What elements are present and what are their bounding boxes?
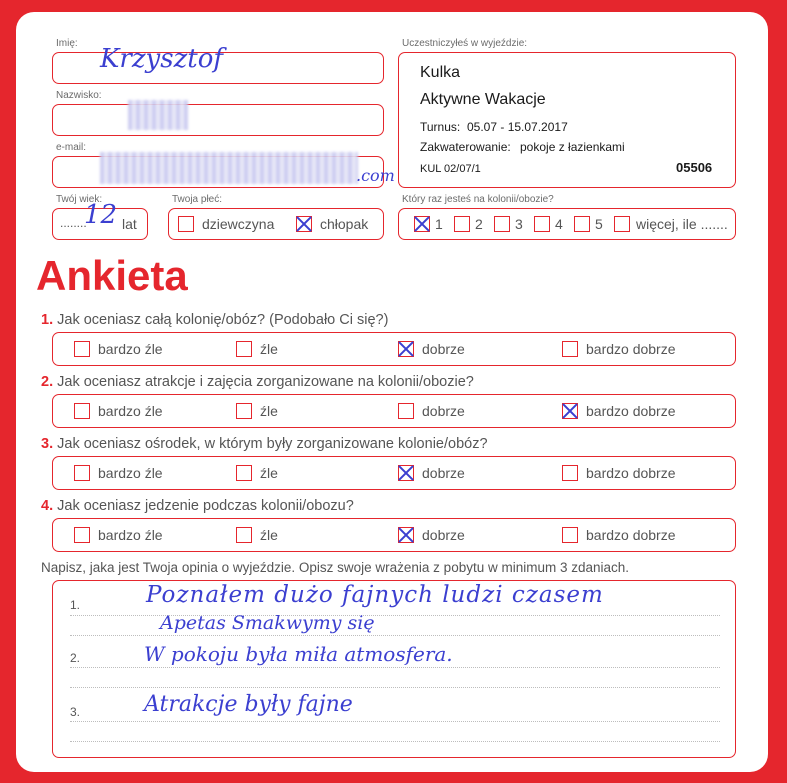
surname-field[interactable] [52, 104, 384, 136]
question-1 [41, 312, 388, 328]
q3-option-dobrze-label: dobrze [422, 465, 465, 481]
opinion-line-3: Atrakcje były fajne [144, 692, 353, 717]
q3-option-bardzo-dobrze-label: bardzo dobrze [586, 465, 676, 481]
times-more-label: więcej, ile ....... [636, 216, 728, 232]
times-option-5-checkbox[interactable] [574, 216, 590, 232]
q2-option-zle-label: źle [260, 403, 278, 419]
line-number-3: 3. [70, 705, 81, 719]
q2-option-dobrze-label: dobrze [422, 403, 465, 419]
times-option-3-label: 3 [515, 216, 523, 232]
surname-label: Nazwisko: [56, 90, 102, 101]
q4-option-zle-checkbox[interactable] [236, 527, 252, 543]
times-option-5-label: 5 [595, 216, 603, 232]
surname-redacted [128, 100, 188, 130]
q1-option-bardzo-zle-label: bardzo źle [98, 341, 163, 357]
camp-name: Kulka [420, 64, 461, 81]
age-dots: ........ [60, 216, 87, 230]
opinion-line-2: W pokoju była miła atmosfera. [144, 642, 453, 666]
question-2 [41, 374, 474, 390]
writing-line [70, 687, 720, 688]
times-option-3-checkbox[interactable] [494, 216, 510, 232]
email-redacted [100, 152, 358, 184]
gender-label: Twoja płeć: [172, 194, 223, 205]
times-more-checkbox[interactable] [614, 216, 630, 232]
accommodation-label: Zakwaterowanie: [420, 140, 511, 154]
q1-option-dobrze-checkbox[interactable] [398, 341, 414, 357]
question-3-number: 3. [41, 436, 54, 452]
writing-line [70, 721, 720, 722]
writing-line [70, 741, 720, 742]
question-3-text: Jak oceniasz ośrodek, w którym były zorganizowane kolonie/obóz? [57, 436, 488, 452]
q4-option-bardzo-dobrze-label: bardzo dobrze [586, 527, 676, 543]
q3-option-bardzo-zle-checkbox[interactable] [74, 465, 90, 481]
email-suffix: .com [356, 166, 395, 185]
q3-option-bardzo-zle-label: bardzo źle [98, 465, 163, 481]
times-option-2-checkbox[interactable] [454, 216, 470, 232]
q4-option-dobrze-label: dobrze [422, 527, 465, 543]
opinion-line-1: Poznałem dużo fajnych ludzi czasem [146, 582, 604, 608]
camp-code: KUL 02/07/1 [420, 163, 481, 175]
q2-option-dobrze-checkbox[interactable] [398, 403, 414, 419]
q1-option-bardzo-dobrze-label: bardzo dobrze [586, 341, 676, 357]
opinion-prompt: Napisz, jaka jest Twoja opinia o wyjeździe. Opisz swoje wrażenia z pobytu w minimum 3 zdaniach. [41, 560, 630, 575]
question-1-text: Jak oceniasz całą kolonię/obóz? (Podobało Ci się?) [57, 312, 389, 328]
times-label: Który raz jesteś na kolonii/obozie? [402, 194, 554, 205]
times-option-4-label: 4 [555, 216, 563, 232]
q3-option-zle-label: źle [260, 465, 278, 481]
q3-option-dobrze-checkbox[interactable] [398, 465, 414, 481]
q1-option-bardzo-dobrze-checkbox[interactable] [562, 341, 578, 357]
turnus-label: Turnus: [420, 120, 461, 134]
q2-option-zle-checkbox[interactable] [236, 403, 252, 419]
q4-option-bardzo-dobrze-checkbox[interactable] [562, 527, 578, 543]
accommodation-value: pokoje z łazienkami [520, 140, 625, 154]
line-number-1: 1. [70, 598, 81, 612]
q2-option-bardzo-zle-label: bardzo źle [98, 403, 163, 419]
writing-line [70, 635, 720, 636]
camp-number: 05506 [676, 160, 713, 175]
gender-boy-label: chłopak [320, 216, 369, 232]
times-option-1-checkbox[interactable] [414, 216, 430, 232]
q1-option-zle-checkbox[interactable] [236, 341, 252, 357]
q3-option-zle-checkbox[interactable] [236, 465, 252, 481]
q4-option-bardzo-zle-checkbox[interactable] [74, 527, 90, 543]
q4-option-dobrze-checkbox[interactable] [398, 527, 414, 543]
question-2-number: 2. [41, 374, 54, 390]
writing-line [70, 667, 720, 668]
times-option-1-label: 1 [435, 216, 443, 232]
turnus-value: 05.07 - 15.07.2017 [467, 120, 568, 134]
gender-girl-checkbox[interactable] [178, 216, 194, 232]
gender-boy-checkbox[interactable] [296, 216, 312, 232]
line-number-2: 2. [70, 651, 81, 665]
question-2-text: Jak oceniasz atrakcje i zajęcia zorganizowane na kolonii/obozie? [57, 374, 474, 390]
age-unit: lat [122, 216, 137, 232]
times-option-2-label: 2 [475, 216, 483, 232]
age-handwriting: 12 [84, 200, 118, 230]
email-label: e-mail: [56, 142, 87, 153]
q2-option-bardzo-dobrze-label: bardzo dobrze [586, 403, 676, 419]
gender-girl-label: dziewczyna [202, 216, 275, 232]
times-option-4-checkbox[interactable] [534, 216, 550, 232]
question-1-number: 1. [41, 312, 54, 328]
q4-option-zle-label: źle [260, 527, 278, 543]
q1-option-zle-label: źle [260, 341, 278, 357]
opinion-line-1b: Apetas Smakwymy się [160, 612, 375, 634]
q1-option-bardzo-zle-checkbox[interactable] [74, 341, 90, 357]
age-label: Twój wiek: [56, 194, 103, 205]
question-4-number: 4. [41, 498, 54, 514]
q3-option-bardzo-dobrze-checkbox[interactable] [562, 465, 578, 481]
name-label: Imię: [56, 38, 78, 49]
question-4-text: Jak oceniasz jedzenie podczas kolonii/obozu? [57, 498, 354, 514]
question-4 [41, 498, 354, 514]
name-handwriting: Krzysztof [100, 44, 224, 74]
q4-option-bardzo-zle-label: bardzo źle [98, 527, 163, 543]
question-3 [41, 436, 488, 452]
camp-program: Aktywne Wakacje [420, 91, 546, 108]
q2-option-bardzo-zle-checkbox[interactable] [74, 403, 90, 419]
q1-option-dobrze-label: dobrze [422, 341, 465, 357]
trip-label: Uczestniczyłeś w wyjeździe: [402, 38, 528, 49]
q2-option-bardzo-dobrze-checkbox[interactable] [562, 403, 578, 419]
survey-title: Ankieta [36, 252, 188, 299]
